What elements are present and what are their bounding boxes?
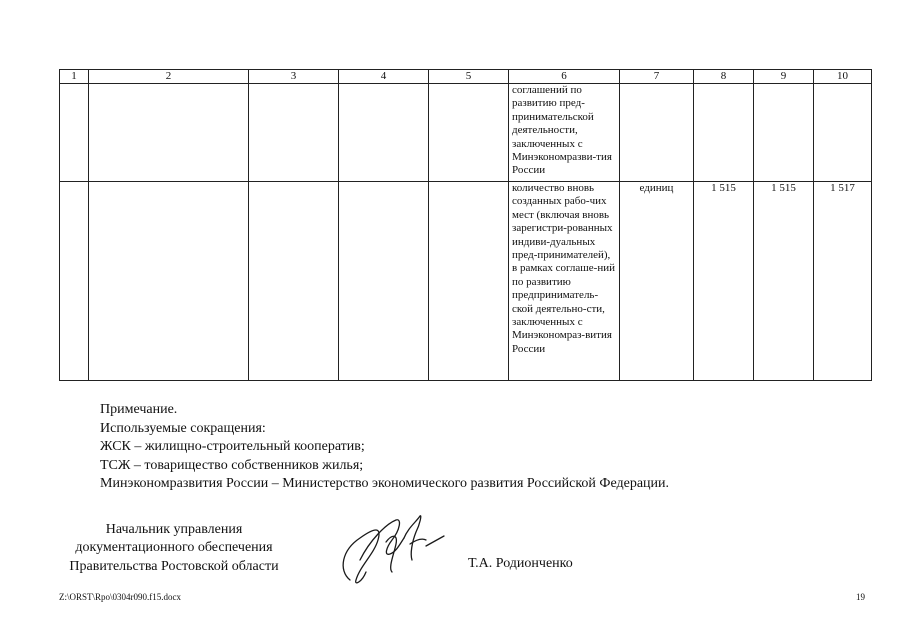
col-header: 6 xyxy=(509,70,620,84)
signatory-title-line: Начальник управления xyxy=(105,522,243,537)
table-header-row xyxy=(60,70,872,84)
table-cell xyxy=(429,182,509,381)
file-path: Z:\ORST\Rpo\0304r090.f15.docx xyxy=(59,592,181,602)
table-cell xyxy=(620,84,694,182)
col-header: 10 xyxy=(814,70,872,84)
table-cell xyxy=(754,84,814,182)
col-header: 5 xyxy=(429,70,509,84)
col-header: 7 xyxy=(620,70,694,84)
table-cell xyxy=(60,84,89,182)
signatory-title xyxy=(52,521,296,576)
table-cell xyxy=(89,84,249,182)
table-row xyxy=(60,84,872,182)
table-cell xyxy=(89,182,249,381)
signatory-name: Т.А. Родионченко xyxy=(468,556,573,571)
signatory-title-line: документационного обеспечения xyxy=(75,540,273,556)
col-header: 2 xyxy=(89,70,249,84)
value-cell: 1 515 xyxy=(754,182,814,381)
table-cell xyxy=(249,182,339,381)
table-cell xyxy=(694,84,754,182)
table-cell xyxy=(249,84,339,182)
indicator-cell: соглашений по развитию пред-принимательской деятельности, заключенных с Минэкономразви-тия России xyxy=(509,84,620,182)
signatory-title-line: Правительства Ростовской области xyxy=(69,558,279,574)
value-cell: 1 517 xyxy=(814,182,872,381)
note-item: Минэкономразвития России – Министерство экономического развития Российской Федерации. xyxy=(100,476,670,492)
col-header: 9 xyxy=(754,70,814,84)
note-intro: Используемые сокращения: xyxy=(100,420,266,436)
col-header: 4 xyxy=(339,70,429,84)
note-block xyxy=(100,401,669,494)
table-cell xyxy=(339,84,429,182)
handwritten-signature xyxy=(330,510,450,590)
table-cell xyxy=(60,182,89,381)
col-header: 3 xyxy=(249,70,339,84)
table-cell xyxy=(339,182,429,381)
table-cell xyxy=(814,84,872,182)
note-title: Примечание. xyxy=(100,402,178,417)
col-header: 8 xyxy=(694,70,754,84)
value-cell: 1 515 xyxy=(694,182,754,381)
table-cell xyxy=(429,84,509,182)
unit-cell: единиц xyxy=(620,182,694,381)
col-header: 1 xyxy=(60,70,89,84)
indicator-cell: количество вновь созданных рабо-чих мест (включая вновь зарегистри-рованных индиви-дуальных пред-принимателей), в рамках соглаше-ний по развитию предприниматель-ской деятельно-сти, заключенных с Минэкономраз-вития России xyxy=(509,182,620,381)
table-row xyxy=(60,182,872,381)
data-table xyxy=(59,69,872,381)
note-item: ЖСК – жилищно-строительный кооператив; xyxy=(100,439,365,455)
page-number: 19 xyxy=(856,592,865,602)
note-item: ТСЖ – товарищество собственников жилья; xyxy=(100,457,364,473)
